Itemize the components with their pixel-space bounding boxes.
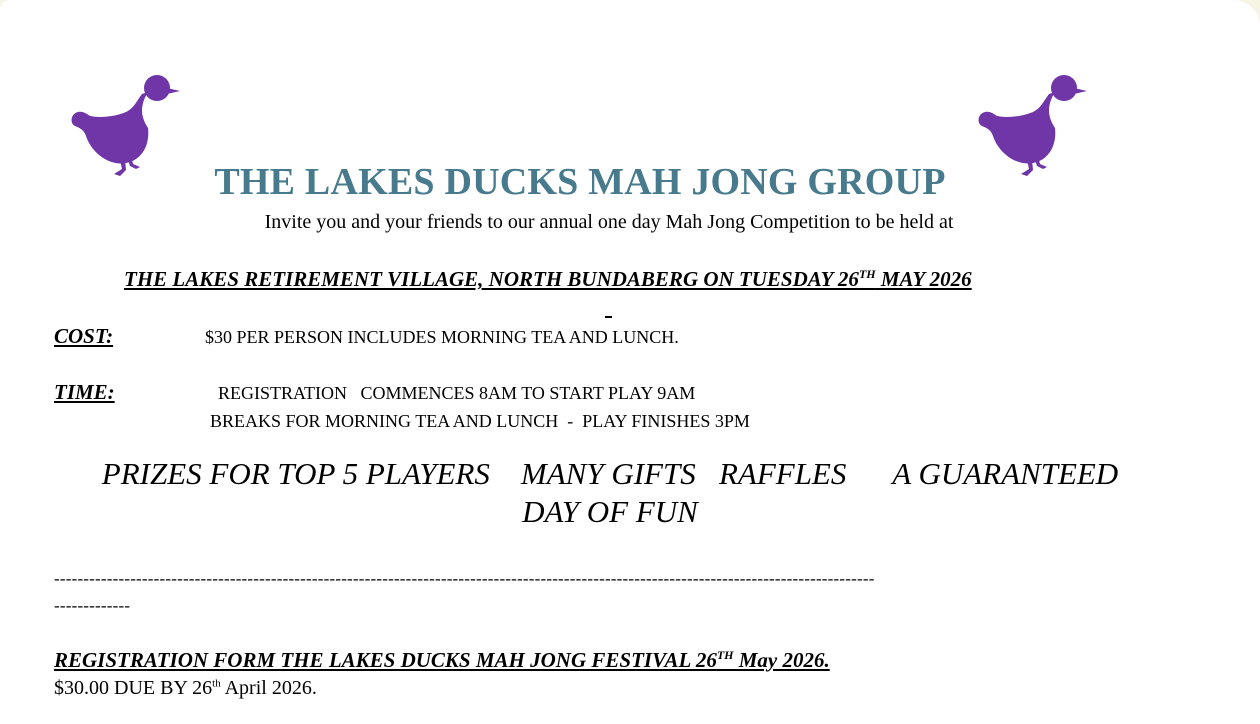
venue-sup: TH xyxy=(858,267,876,281)
registration-form-title xyxy=(54,648,830,673)
prizes-line-2: DAY OF FUN xyxy=(522,494,698,529)
venue-heading xyxy=(124,267,972,292)
prizes-banner xyxy=(70,455,1150,531)
separator-line-2: ------------- xyxy=(54,596,131,615)
registration-title-suffix: May 2026. xyxy=(733,648,830,672)
venue-suffix: MAY 2026 xyxy=(875,267,972,291)
prizes-line-1: PRIZES FOR TOP 5 PLAYERS MANY GIFTS RAFFLES A GUARANTEED xyxy=(101,456,1119,491)
stray-mark xyxy=(605,316,612,318)
venue-text: THE LAKES RETIREMENT VILLAGE, NORTH BUNDABERG ON TUESDAY 26 xyxy=(124,267,859,291)
cut-line-separator xyxy=(54,565,1204,619)
time-line-2: BREAKS FOR MORNING TEA AND LUNCH - PLAY FINISHES 3PM xyxy=(210,411,750,431)
time-label: TIME: xyxy=(54,380,115,404)
time-line-1: REGISTRATION COMMENCES 8AM TO START PLAY 9AM xyxy=(218,383,696,403)
due-prefix: $30.00 DUE BY 26 xyxy=(54,677,213,699)
registration-title-sup: TH xyxy=(716,648,734,662)
due-date-text xyxy=(54,677,317,700)
cost-label: COST: xyxy=(54,324,114,348)
invite-text: Invite you and your friends to our annual one day Mah Jong Competition to be held at xyxy=(264,211,954,233)
page-title: THE LAKES DUCKS MAH JONG GROUP xyxy=(214,161,946,203)
separator-line-1: -------------------------------------------------------------------------------------------------------------------------------------------- xyxy=(54,569,875,588)
cost-text: $30 PER PERSON INCLUDES MORNING TEA AND LUNCH. xyxy=(205,327,679,347)
due-sup: th xyxy=(212,677,221,690)
registration-title-text: REGISTRATION FORM THE LAKES DUCKS MAH JONG FESTIVAL 26 xyxy=(54,648,717,672)
due-suffix: April 2026. xyxy=(220,677,317,699)
